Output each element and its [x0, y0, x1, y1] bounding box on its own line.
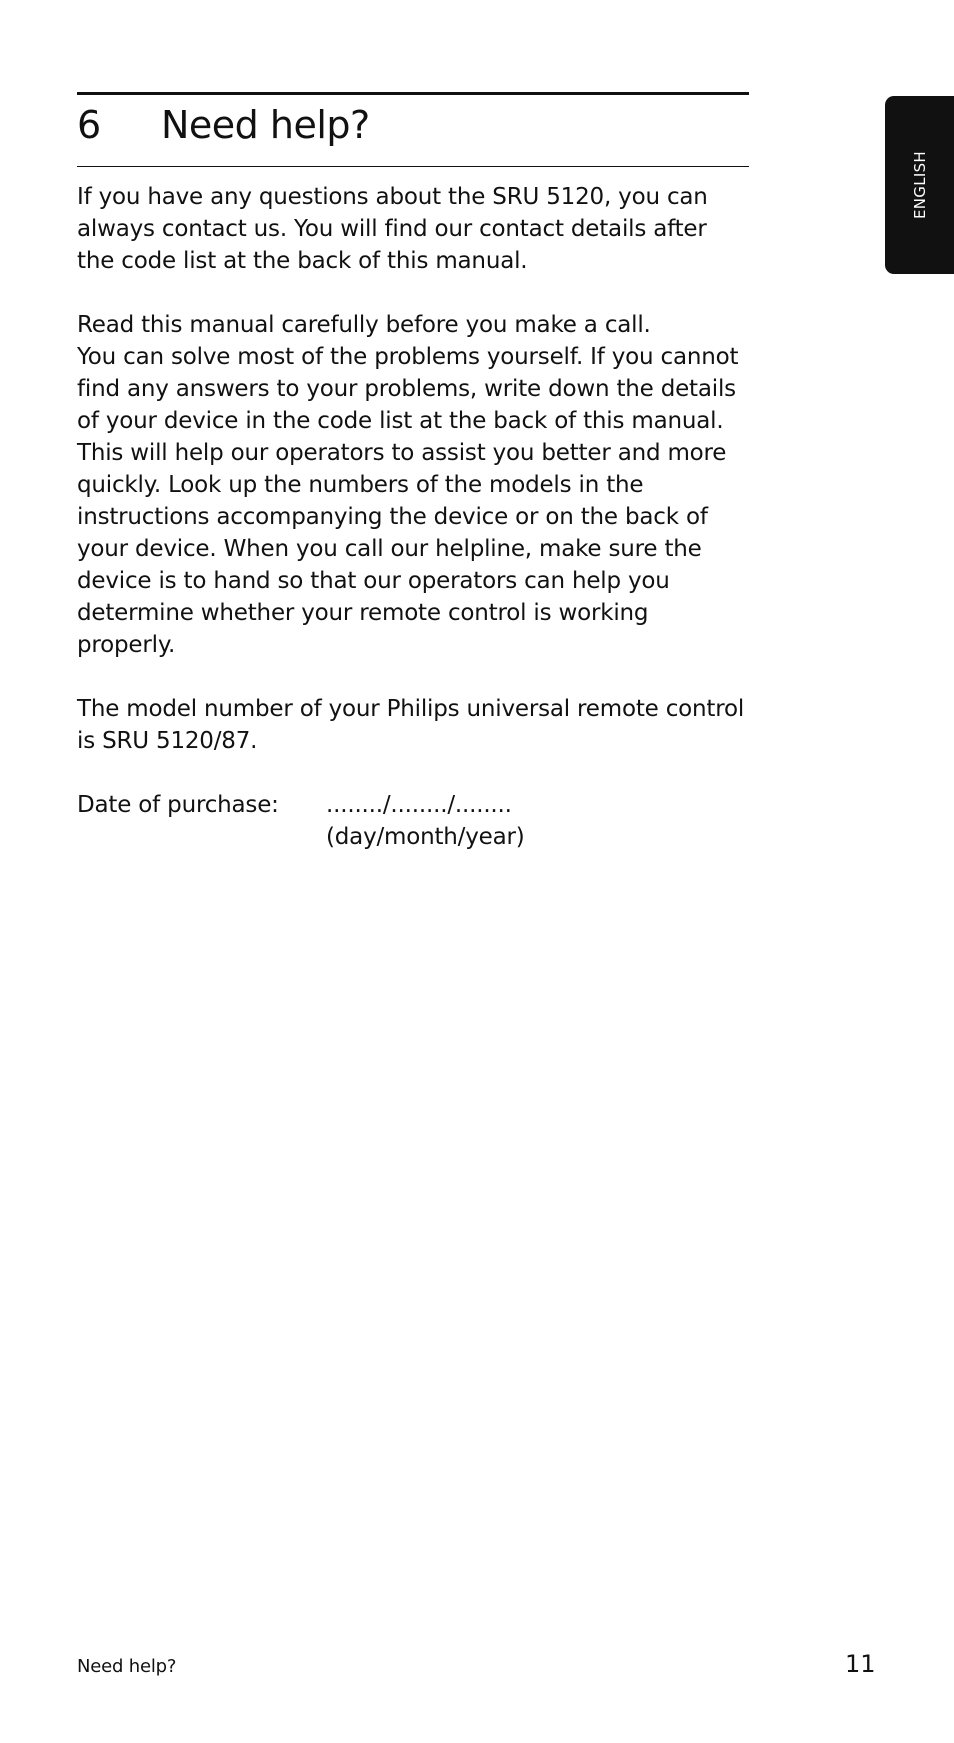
heading-bottom-rule — [77, 166, 749, 167]
purchase-date-blank: ......../......../........ — [326, 792, 512, 818]
section-number: 6 — [77, 103, 101, 147]
purchase-date-label: Date of purchase: — [77, 792, 279, 818]
page-number: 11 — [845, 1650, 876, 1678]
purchase-date-row — [77, 789, 749, 853]
language-tab — [885, 96, 954, 274]
instructions-line-3: This will help our operators to assist you better and more quickly. Look up the numbers of the models in the instructions accompanying the device or on the back of your device. When you call our helpline, make sure the device is to hand so that our operators can help you determine whether your remote control is working properly. — [77, 440, 727, 658]
section-heading — [77, 95, 749, 166]
instructions-paragraph — [77, 309, 749, 661]
model-number-paragraph: The model number of your Philips universal remote control is SRU 5120/87. — [77, 696, 745, 754]
instructions-line-1: Read this manual carefully before you make a call. — [77, 312, 651, 338]
purchase-date-values — [326, 789, 525, 853]
section-title: Need help? — [161, 103, 370, 147]
contact-paragraph: If you have any questions about the SRU 5120, you can always contact us. You will find our contact details after the code list at the back of this manual. — [77, 184, 708, 274]
footer-section-name: Need help? — [77, 1656, 177, 1677]
language-tab-label: ENGLISH — [910, 150, 929, 220]
page-content — [77, 92, 749, 853]
purchase-date-format: (day/month/year) — [326, 824, 525, 850]
instructions-line-2: You can solve most of the problems yourself. If you cannot find any answers to your problems, write down the details of your device in the code list at the back of this manual. — [77, 344, 739, 434]
